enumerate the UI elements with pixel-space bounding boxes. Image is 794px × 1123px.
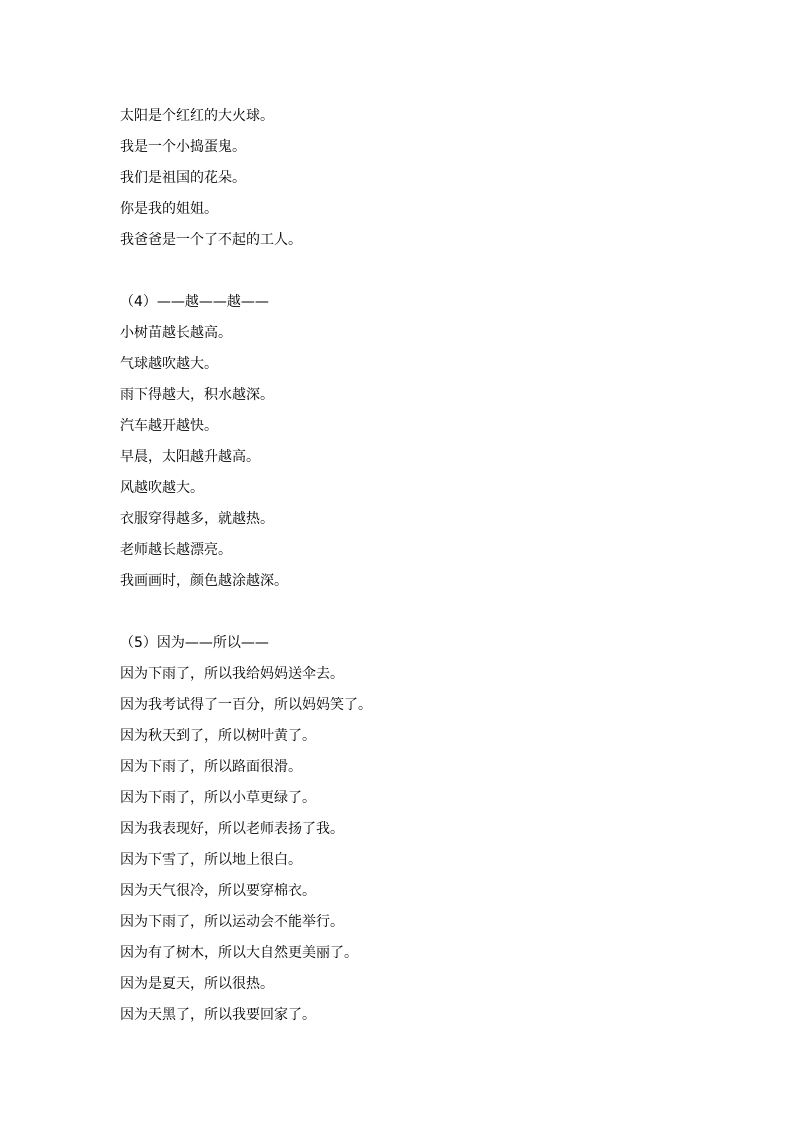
section-heading: （4）——越——越—— xyxy=(120,294,269,310)
sentence: 因为天气很冷，所以要穿棉衣。 xyxy=(120,883,316,899)
sentence: 因为下雨了，所以运动会不能举行。 xyxy=(120,914,344,930)
sentence: 雨下得越大，积水越深。 xyxy=(120,387,274,403)
sentence: 因为是夏天，所以很热。 xyxy=(120,976,274,992)
sentence: 早晨，太阳越升越高。 xyxy=(120,449,260,465)
section-spacer xyxy=(120,256,720,287)
sentence: 因为天黑了，所以我要回家了。 xyxy=(120,1007,316,1023)
document-content xyxy=(120,101,720,1031)
sentence: 我是一个小捣蛋鬼。 xyxy=(120,139,246,155)
sentence: 太阳是个红红的大火球。 xyxy=(120,108,274,124)
sentence: 因为我考试得了一百分，所以妈妈笑了。 xyxy=(120,697,372,713)
sentence: 因为下雨了，所以路面很滑。 xyxy=(120,759,302,775)
sentence: 衣服穿得越多，就越热。 xyxy=(120,511,274,527)
sentence: 因为下雨了，所以小草更绿了。 xyxy=(120,790,316,806)
sentence: 老师越长越漂亮。 xyxy=(120,542,232,558)
section-heading: （5）因为——所以—— xyxy=(120,635,269,651)
sentence: 小树苗越长越高。 xyxy=(120,325,232,341)
sentence: 我爸爸是一个了不起的工人。 xyxy=(120,232,302,248)
sentence: 因为下雪了，所以地上很白。 xyxy=(120,852,302,868)
section-spacer xyxy=(120,597,720,628)
sentence: 气球越吹越大。 xyxy=(120,356,218,372)
section-5 xyxy=(120,628,720,1031)
sentence: 我画画时，颜色越涂越深。 xyxy=(120,573,288,589)
sentence: 汽车越开越快。 xyxy=(120,418,218,434)
sentence: 我们是祖国的花朵。 xyxy=(120,170,246,186)
sentence: 你是我的姐姐。 xyxy=(120,201,218,217)
sentence: 因为有了树木，所以大自然更美丽了。 xyxy=(120,945,358,961)
sentence: 因为秋天到了，所以树叶黄了。 xyxy=(120,728,316,744)
section-4 xyxy=(120,287,720,597)
sentence: 因为我表现好，所以老师表扬了我。 xyxy=(120,821,344,837)
intro-sentences xyxy=(120,101,720,256)
sentence: 风越吹越大。 xyxy=(120,480,204,496)
sentence: 因为下雨了，所以我给妈妈送伞去。 xyxy=(120,666,344,682)
